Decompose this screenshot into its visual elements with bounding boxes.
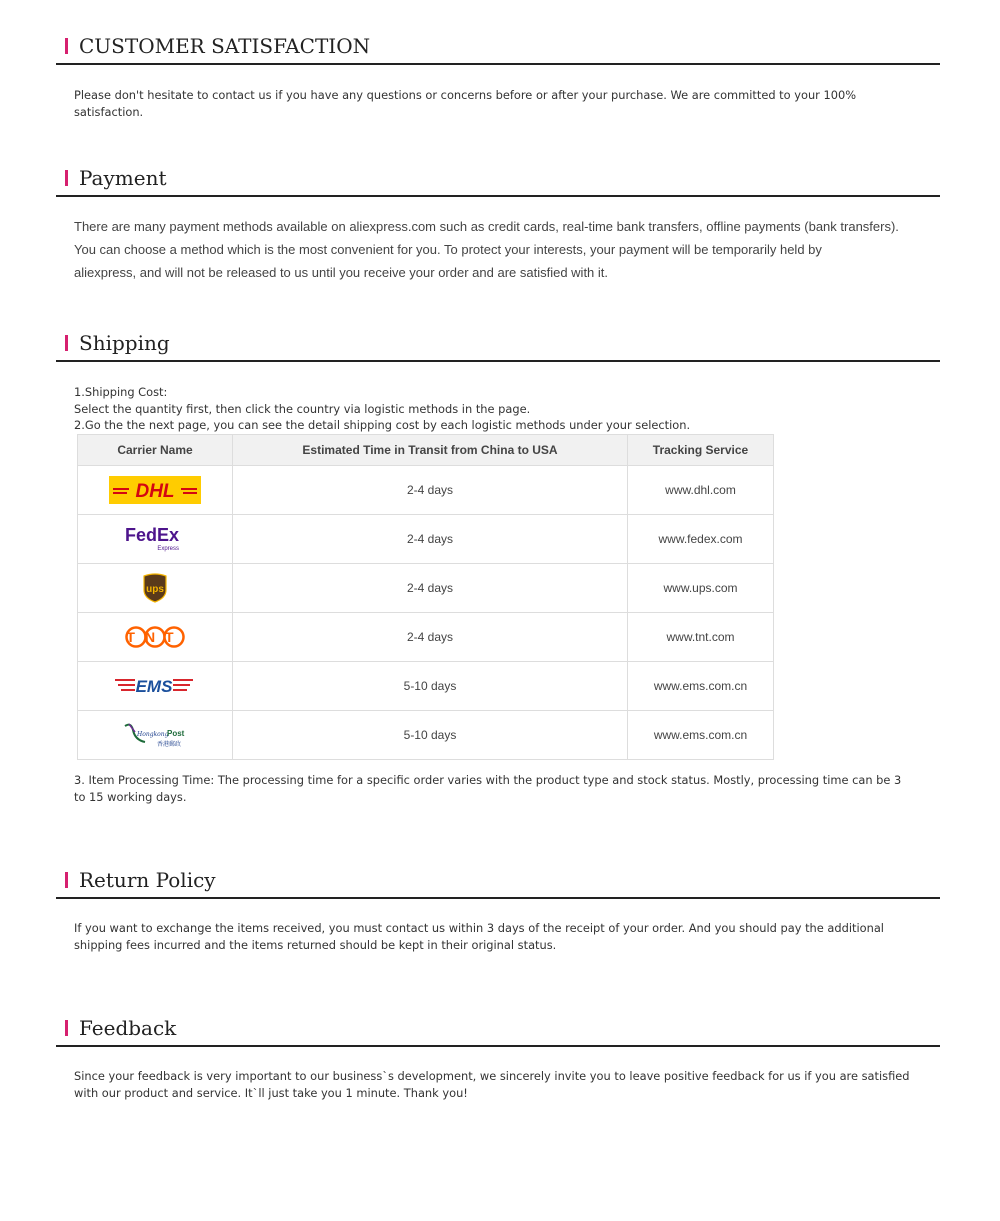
tnt-logo bbox=[125, 625, 185, 649]
tracking-link[interactable]: www.tnt.com bbox=[628, 613, 774, 662]
carrier-cell bbox=[78, 711, 233, 760]
section-title: Shipping bbox=[79, 331, 170, 355]
tracking-link[interactable]: www.ems.com.cn bbox=[628, 662, 774, 711]
carrier-cell bbox=[78, 662, 233, 711]
section-shipping bbox=[56, 332, 940, 434]
svg-text:ups: ups bbox=[146, 584, 164, 595]
svg-text:香港郵政: 香港郵政 bbox=[157, 741, 182, 748]
satisfaction-text: Please don't hesitate to contact us if you have any questions or concerns before or after your purchase. We are committed to your 100% satisfaction. bbox=[74, 88, 857, 119]
ems-logo bbox=[115, 675, 195, 697]
section-title: Feedback bbox=[79, 1016, 177, 1040]
section-feedback bbox=[56, 1017, 940, 1102]
heading-accent-bar bbox=[65, 1020, 68, 1036]
shipping-processing-time: 3. Item Processing Time: The processing time for a specific order varies with the product type and stock status. Mostly, processing time can be 3 to 15 working days. bbox=[74, 773, 902, 804]
shipping-line-2: Select the quantity first, then click the country via logistic methods in the page. bbox=[74, 401, 531, 416]
transit-time: 2-4 days bbox=[233, 466, 628, 515]
transit-time: 5-10 days bbox=[233, 662, 628, 711]
shipping-line-1: 1.Shipping Cost: bbox=[74, 385, 168, 399]
heading-accent-bar bbox=[65, 872, 68, 888]
section-heading bbox=[56, 1017, 940, 1047]
transit-time: 2-4 days bbox=[233, 515, 628, 564]
table-header-row bbox=[78, 435, 774, 466]
tracking-link[interactable]: www.dhl.com bbox=[628, 466, 774, 515]
section-customer-satisfaction bbox=[56, 35, 940, 121]
section-payment bbox=[56, 167, 940, 284]
section-title: Payment bbox=[79, 166, 167, 190]
section-title: CUSTOMER SATISFACTION bbox=[79, 34, 371, 58]
tracking-link[interactable]: www.ems.com.cn bbox=[628, 711, 774, 760]
svg-text:TNT: TNT bbox=[126, 629, 184, 645]
payment-text bbox=[74, 215, 924, 284]
shipping-line-3: 2.Go the the next page, you can see the detail shipping cost by each logistic methods under your selection. bbox=[74, 418, 691, 432]
ups-logo bbox=[142, 573, 168, 603]
carrier-cell bbox=[78, 613, 233, 662]
carrier-cell bbox=[78, 466, 233, 515]
svg-text:DHL: DHL bbox=[135, 481, 175, 502]
header-transit-time: Estimated Time in Transit from China to USA bbox=[233, 435, 628, 466]
transit-time: 2-4 days bbox=[233, 613, 628, 662]
table-row bbox=[78, 564, 774, 613]
header-carrier-name: Carrier Name bbox=[78, 435, 233, 466]
svg-text:Hongkong: Hongkong bbox=[137, 731, 169, 738]
heading-accent-bar bbox=[65, 335, 68, 351]
table-row bbox=[78, 613, 774, 662]
transit-time: 5-10 days bbox=[233, 711, 628, 760]
return-policy-text: If you want to exchange the items received, you must contact us within 3 days of the receipt of your order. And you should pay the additional shipping fees incurred and the items returned should be kept in their original status. bbox=[74, 921, 884, 952]
tracking-link[interactable]: www.ups.com bbox=[628, 564, 774, 613]
section-title: Return Policy bbox=[79, 868, 216, 892]
section-heading bbox=[56, 35, 940, 65]
section-return-policy bbox=[56, 869, 940, 954]
carrier-cell bbox=[78, 515, 233, 564]
svg-text:Express: Express bbox=[157, 546, 179, 552]
table-row bbox=[78, 662, 774, 711]
payment-line-1: There are many payment methods available on aliexpress.com such as credit cards, real-time bank transfers, offline payments (bank transfers). bbox=[74, 219, 899, 234]
svg-text:EMS: EMS bbox=[135, 677, 173, 696]
transit-time: 2-4 days bbox=[233, 564, 628, 613]
payment-line-3: aliexpress, and will not be released to us until you receive your order and are satisfied with it. bbox=[74, 265, 609, 280]
svg-text:Post: Post bbox=[167, 729, 185, 738]
carrier-cell bbox=[78, 564, 233, 613]
header-tracking-service: Tracking Service bbox=[628, 435, 774, 466]
dhl-logo bbox=[109, 476, 201, 504]
hongkong-post-logo bbox=[123, 720, 187, 750]
table-row bbox=[78, 711, 774, 760]
section-heading bbox=[56, 869, 940, 899]
fedex-logo bbox=[125, 525, 185, 553]
section-heading bbox=[56, 332, 940, 362]
payment-line-2: You can choose a method which is the most convenient for you. To protect your interests, your payment will be temporarily held by bbox=[74, 242, 822, 257]
table-row bbox=[78, 466, 774, 515]
tracking-link[interactable]: www.fedex.com bbox=[628, 515, 774, 564]
shipping-intro bbox=[74, 384, 924, 434]
heading-accent-bar bbox=[65, 38, 68, 54]
table-row bbox=[78, 515, 774, 564]
svg-text:FedEx: FedEx bbox=[125, 525, 180, 545]
heading-accent-bar bbox=[65, 170, 68, 186]
section-heading bbox=[56, 167, 940, 197]
shipping-table bbox=[77, 434, 774, 760]
feedback-text: Since your feedback is very important to our business`s development, we sincerely invite you to leave positive feedback for us if you are satisfied with our product and service. It`ll just take you 1 minute. Thank you! bbox=[74, 1069, 910, 1100]
